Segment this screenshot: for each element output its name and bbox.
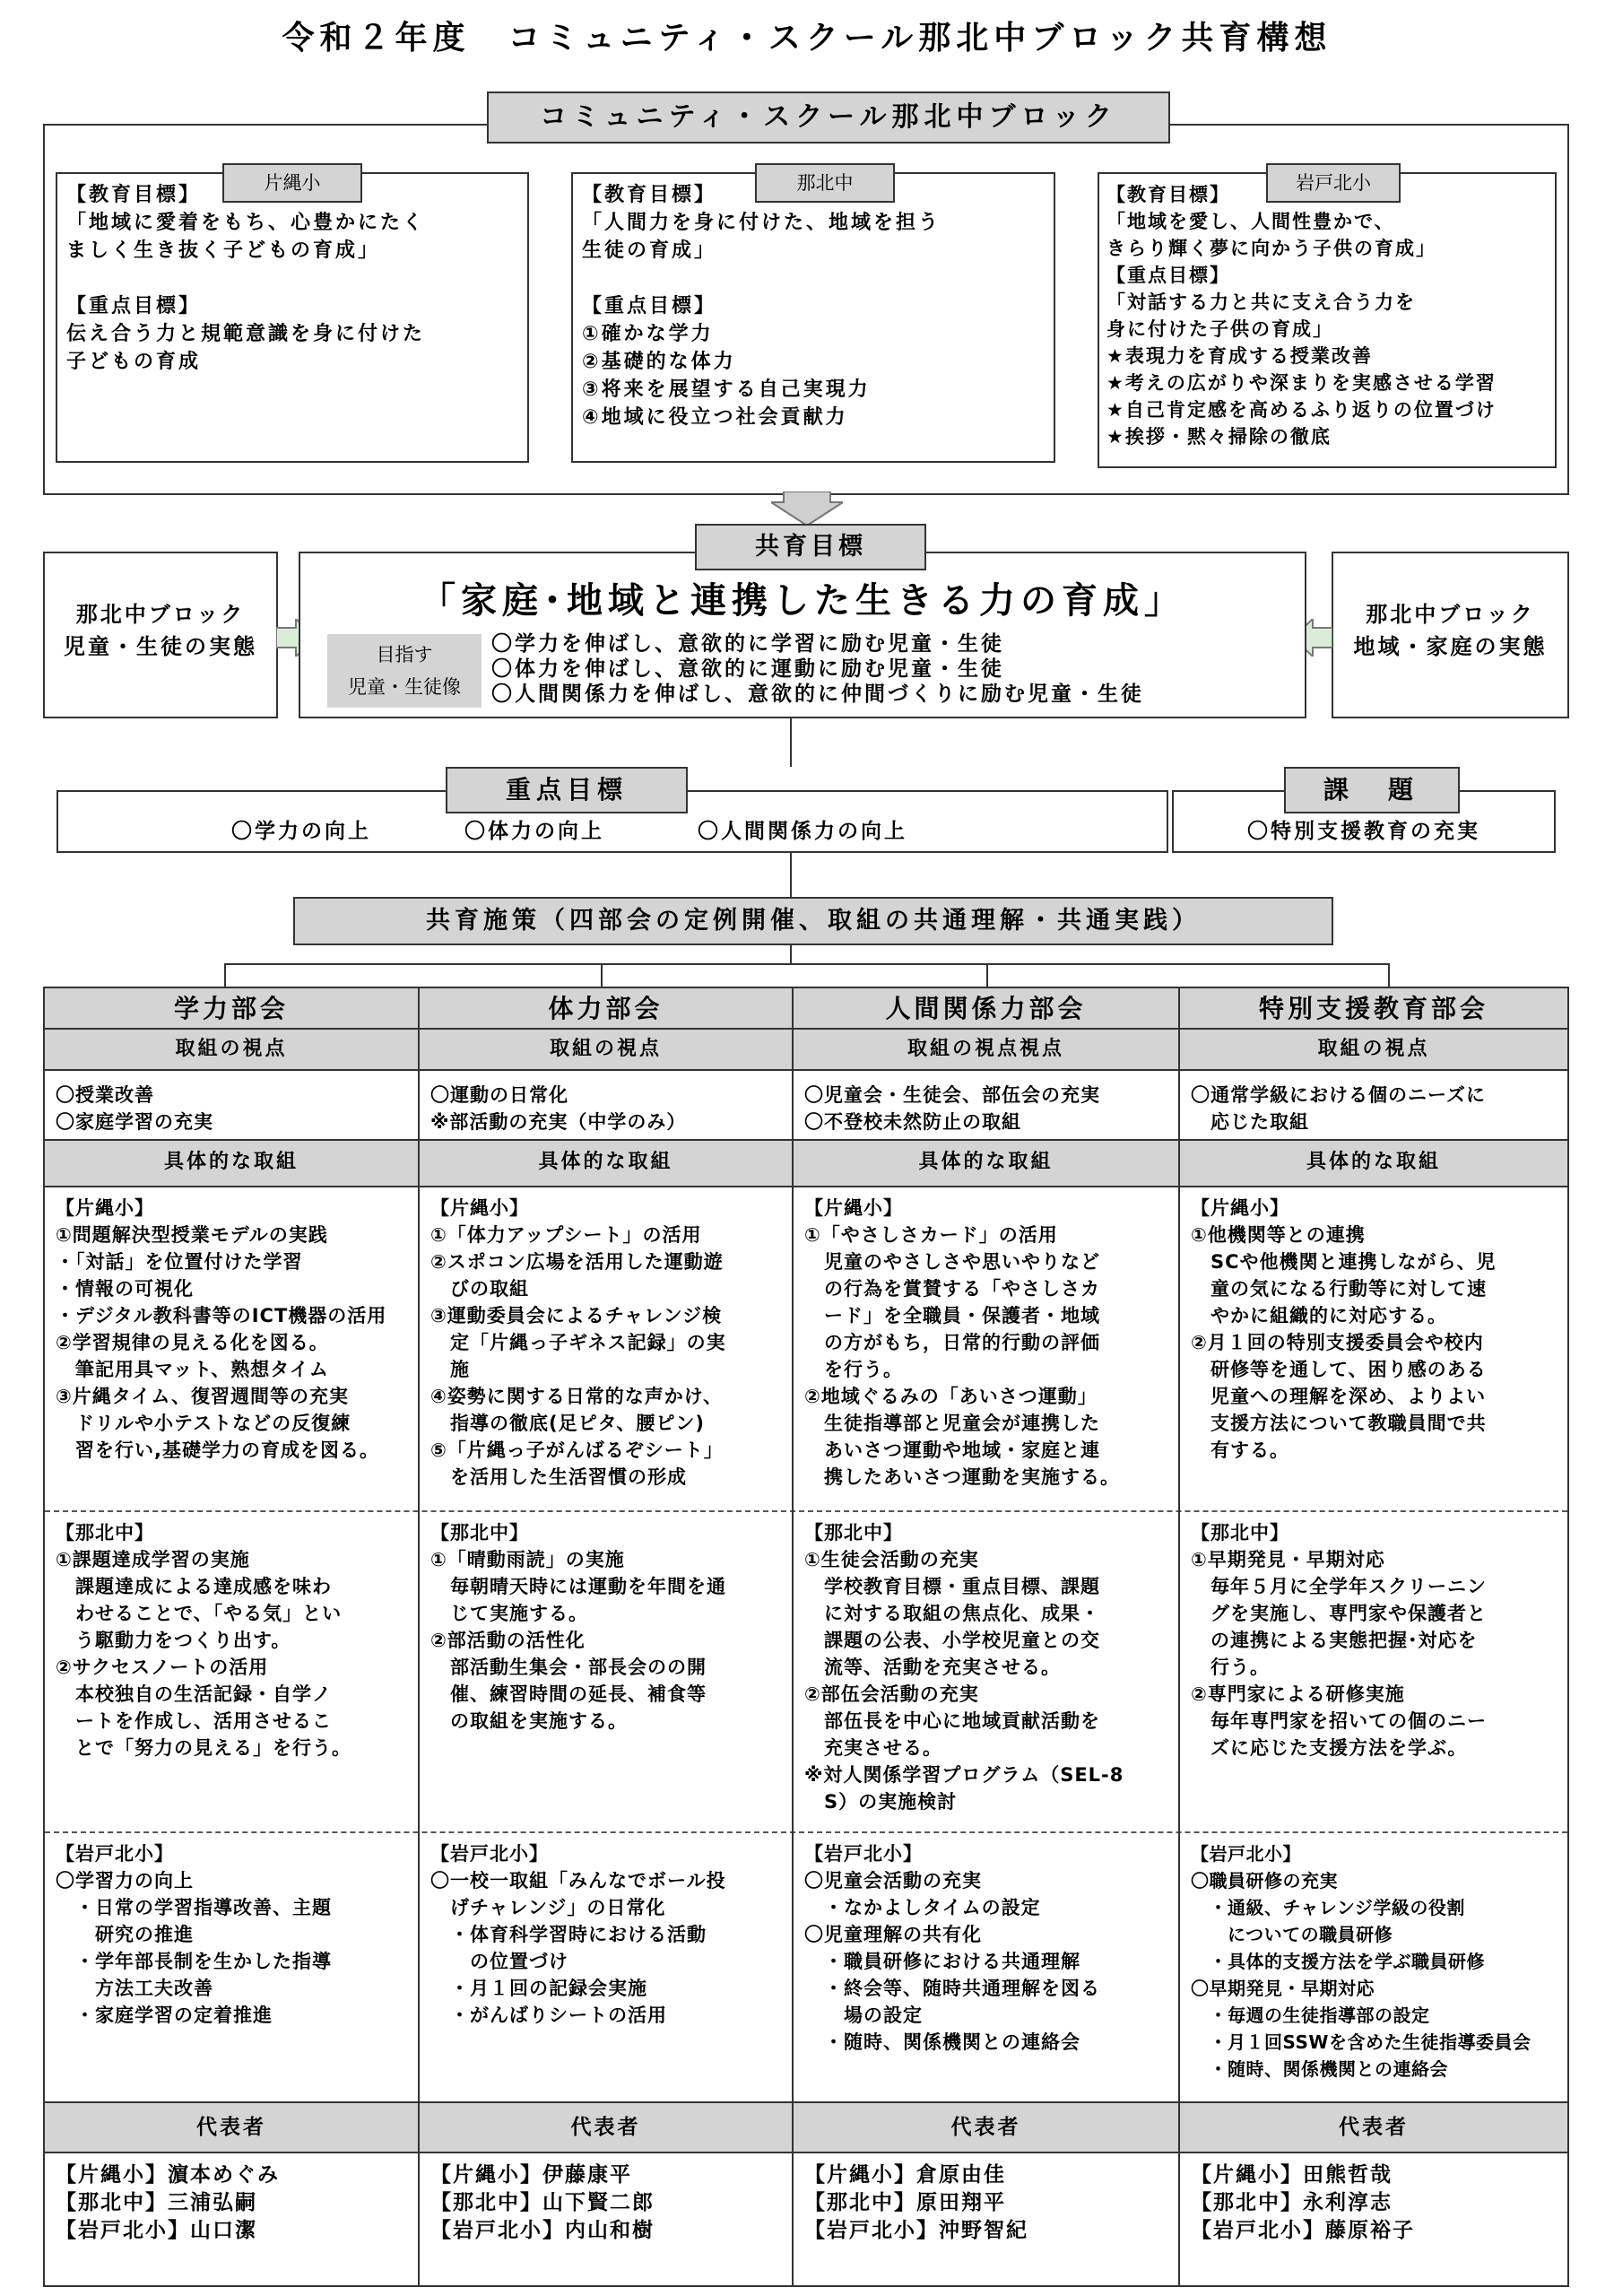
shisaku-header: 共育施策（四部会の定例開催、取組の共通理解・共通実践）	[293, 897, 1333, 945]
act-iwatokita: 【岩戸北小】 〇学習力の向上 ・日常の学習指導改善、主題 研究の推進 ・学年部長制を生かした指導 方法工夫改善 ・家庭学習の定着推進	[56, 1843, 332, 2026]
school-box-iwatokita: 【教育目標】 「地域を愛し、人間性豊かで、 きらり輝く夢に向かう子供の育成」 【重点目標】 「対話する力と共に支え合う力を 身に付けた子供の育成」 ★表現力を育成する授業改善 ★考えの広がりや深まりを実感させる学習 ★自己肯定感を高めるふり返りの位置づけ ★挨拶・黙々掃除の徹底	[1098, 172, 1557, 468]
committee-name-ningenkankei: 人間関係力部会	[885, 994, 1087, 1023]
view-label: 取組の視点	[1317, 1038, 1430, 1060]
school-box-nahoku: 【教育目標】 「人間力を身に付けた、地域を担う 生徒の育成」 【重点目標】 ①確かな学力 ②基礎的な体力 ③将来を展望する自己実現力 ④地域に役立つ社会貢献力	[571, 172, 1055, 463]
target-label: 目指す 児童・生徒像	[327, 634, 482, 708]
act-iwatokita: 【岩戸北小】 〇職員研修の充実 ・通級、チャレンジ学級の役割 についての職員研修 ・具体的支援方法を学ぶ職員研修 〇早期発見・早期対応 ・毎週の生徒指導部の設定 ・月１回SSWを含めた生徒指導委員会 ・随時、関係機関との連絡会	[1191, 1843, 1532, 2080]
right-status-box: 那北中ブロック 地域・家庭の実態	[1332, 552, 1569, 718]
act-katanawa: 【片縄小】 ①「体力アップシート」の活用 ②スポコン広場を活用した運動遊 びの取組 ③運動委員会によるチャレンジ検 定「片縄っ子ギネス記録」の実 施 ④姿勢に関する日常的な声かけ、 指導の徹底(足ピタ、腰ピン) ⑤「片縄っ子がんばるぞシート」 を活用した生活習慣の形成	[430, 1197, 726, 1488]
act-label: 具体的な取組	[918, 1151, 1054, 1173]
school-box-katanawa: 【教育目標】 「地域に愛着をもち、心豊かにたく ましく生き抜く子どもの育成」 【重点目標】 伝え合う力と規範意識を身に付けた 子どもの育成	[56, 172, 529, 463]
act-katanawa: 【片縄小】 ①問題解決型授業モデルの実践 ・「対話」を位置付けた学習 ・情報の可視化 ・デジタル教科書等のICT機器の活用 ②学習規律の見える化を図る。 筆記用具マット、熟想タイム ③片縄タイム、復習週間等の充実 ドリルや小テストなどの反復練 習を行い,基礎学力の育成を図る。	[56, 1197, 387, 1461]
act-label: 具体的な取組	[1306, 1151, 1441, 1173]
rep-names: 【片縄小】濵本めぐみ 【那北中】三浦弘嗣 【岩戸北小】山口潔	[56, 2163, 280, 2242]
kyoiku-header: 共育目標	[695, 524, 926, 570]
rep-names: 【片縄小】倉原由佳 【那北中】原田翔平 【岩戸北小】沖野智紀	[804, 2163, 1028, 2242]
kadai-items: 〇特別支援教育の充実	[1247, 820, 1480, 843]
school-label-katanawa: 片縄小	[222, 163, 362, 203]
act-katanawa: 【片縄小】 ①他機関等との連携 SCや他機関と連携しながら、児 童の気になる行動等に対して速 やかに組織的に対応する。 ②月１回の特別支援委員会や校内 研修等を通して、困り感のある 児童への理解を深め、よりよい 支援方法について教職員間で共 有する。	[1191, 1197, 1497, 1461]
view-text: 〇授業改善 〇家庭学習の充実	[56, 1084, 213, 1133]
down-arrow-icon	[771, 491, 843, 527]
act-label: 具体的な取組	[538, 1151, 673, 1173]
act-label: 具体的な取組	[163, 1151, 299, 1173]
left-status-box: 那北中ブロック 児童・生徒の実態	[43, 552, 278, 718]
committee-name-tokubetsushien: 特別支援教育部会	[1258, 994, 1488, 1023]
view-label: 取組の視点視点	[907, 1038, 1064, 1060]
school-label-nahoku: 那北中	[755, 163, 895, 203]
act-iwatokita: 【岩戸北小】 〇一校一取組「みんなでボール投 げチャレンジ」の日常化 ・体育科学習時における活動 の位置づけ ・月１回の記録会実施 ・がんばりシートの活用	[430, 1843, 726, 2026]
block-header: コミュニティ・スクール那北中ブロック	[487, 91, 1170, 144]
school-label-iwatokita: 岩戸北小	[1266, 163, 1401, 203]
kyoiku-main-goal: 「家庭･地域と連携した生きる力の育成」	[420, 580, 1185, 622]
rep-label: 代表者	[950, 2116, 1021, 2139]
rep-names: 【片縄小】田熊哲哉 【那北中】永利淳志 【岩戸北小】藤原裕子	[1191, 2163, 1415, 2242]
juten-items: 〇学力の向上 〇体力の向上 〇人間関係力の向上	[231, 820, 907, 843]
view-text: 〇通常学級における個のニーズに 応じた取組	[1191, 1084, 1486, 1133]
act-nahoku: 【那北中】 ①生徒会活動の充実 学校教育目標・重点目標、課題 に対する取組の焦点化、成果・ 課題の公表、小学校児童との交 流等、活動を充実させる。 ②部伍会活動の充実 部伍長を中心に地域貢献活動を 充実させる。 ※対人関係学習プログラム（SEL-8 S）の実施検討	[804, 1522, 1124, 1813]
rep-names: 【片縄小】伊藤康平 【那北中】山下賢二郎 【岩戸北小】内山和樹	[430, 2163, 655, 2242]
committee-name-gakuryoku: 学力部会	[173, 994, 289, 1023]
view-text: 〇運動の日常化 ※部活動の充実（中学のみ）	[430, 1084, 687, 1133]
rep-label: 代表者	[570, 2116, 641, 2139]
juten-header: 重点目標	[446, 767, 688, 813]
target-list: 〇学力を伸ばし、意欲的に学習に励む児童・生徒 〇体力を伸ばし、意欲的に運動に励む児童・生徒 〇人間関係力を伸ばし、意欲的に仲間づくりに励む児童・生徒	[491, 632, 1144, 706]
act-nahoku: 【那北中】 ①早期発見・早期対応 毎年５月に全学年スクリーニン グを実施し、専門家や保護者と の連携による実態把握･対応を 行う。 ②専門家による研修実施 毎年専門家を招いての個のニー ズに応じた支援方法を学ぶ。	[1191, 1522, 1487, 1759]
view-text: 〇児童会・生徒会、部伍会の充実 〇不登校未然防止の取組	[804, 1084, 1100, 1133]
rep-label: 代表者	[1339, 2116, 1409, 2139]
act-nahoku: 【那北中】 ①課題達成学習の実施 課題達成による達成感を味わ わせることで、「やる気」とい う駆動力をつくり出す。 ②サクセスノートの活用 本校独自の生活記録・自学ノ ートを作成し、活用させるこ とで「努力の見える」を行う。	[56, 1522, 351, 1759]
view-label: 取組の視点	[549, 1038, 662, 1060]
kadai-header: 課 題	[1284, 767, 1460, 813]
act-nahoku: 【那北中】 ①「晴動雨読」の実施 毎朝晴天時には運動を年間を通 じて実施する。 ②部活動の活性化 部活動生集会・部長会のの開 催、練習時間の延長、補食等 の取組を実施する。	[430, 1522, 726, 1732]
view-label: 取組の視点	[175, 1038, 288, 1060]
page-title: 令和２年度 コミュニティ・スクール那北中ブロック共育構想	[282, 20, 1332, 57]
committee-name-tairyoku: 体力部会	[548, 994, 664, 1023]
rep-label: 代表者	[196, 2116, 266, 2139]
act-katanawa: 【片縄小】 ①「やさしさカード」の活用 児童のやさしさや思いやりなど の行為を賞賛する「やさしさカ ード」を全職員・保護者・地域 の方がもち，日常的行動の評価 を行う。 ②地域ぐるみの「あいさつ運動」 生徒指導部と児童会が連携した あいさつ運動や地域・家庭と連 携したあいさつ運動を実施する。	[804, 1197, 1120, 1488]
act-iwatokita: 【岩戸北小】 〇児童会活動の充実 ・なかよしタイムの設定 〇児童理解の共有化 ・職員研修における共通理解 ・終会等、随時共通理解を図る 場の設定 ・随時、関係機関との連絡会	[804, 1843, 1100, 2053]
